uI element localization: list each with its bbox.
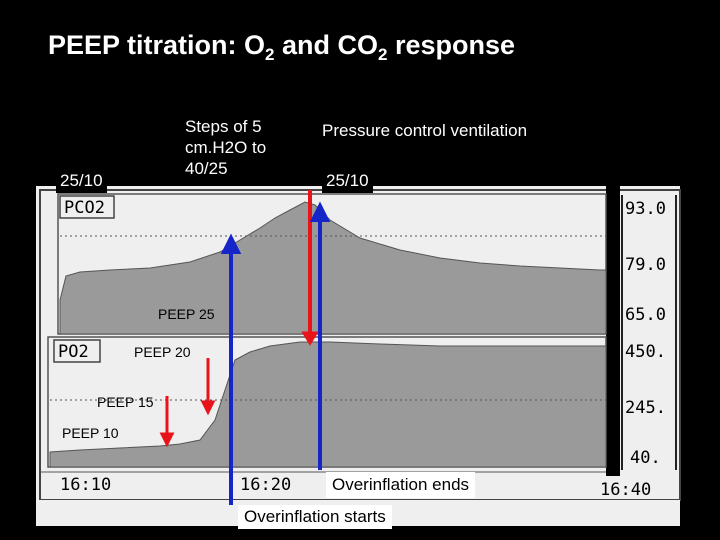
pco2-scale-mid: 79.0 (625, 255, 666, 275)
left-setting-label: 25/10 (56, 168, 107, 193)
pressure-control-label: Pressure control ventilation (322, 121, 528, 140)
title-part-1: PEEP titration: O (48, 30, 266, 60)
pco2-label: PCO2 (64, 198, 105, 218)
overinflation-ends-label: Overinflation ends (326, 472, 475, 498)
title-sub-1: 2 (265, 45, 275, 64)
overinflation-starts-label: Overinflation starts (238, 505, 392, 529)
time-1620: 16:20 (240, 475, 292, 495)
steps-line-3: 40/25 (185, 159, 228, 178)
title-part-2: and CO (274, 30, 379, 60)
title-sub-2: 2 (378, 45, 388, 64)
pco2-scale-bottom: 65.0 (625, 305, 666, 325)
steps-line-2: cm.H2O to (185, 138, 267, 157)
steps-line-1: Steps of 5 (185, 117, 262, 136)
steps-annotation (185, 116, 295, 179)
peep-20-label: PEEP 20 (134, 344, 191, 360)
scale-separator (606, 186, 620, 476)
time-1610: 16:10 (60, 475, 112, 495)
po2-label: PO2 (58, 342, 89, 362)
title-part-3: response (387, 30, 516, 60)
time-1640: 16:40 (600, 480, 652, 500)
po2-scale-top: 450. (625, 342, 666, 362)
peep-25-label: PEEP 25 (158, 306, 215, 322)
peep-15-label: PEEP 15 (97, 394, 154, 410)
po2-scale-mid: 245. (625, 398, 666, 418)
right-setting-label: 25/10 (322, 168, 373, 193)
pco2-scale-top: 93.0 (625, 199, 666, 219)
po2-scale-bottom: 40. (630, 448, 661, 468)
peep-10-label: PEEP 10 (62, 425, 119, 441)
